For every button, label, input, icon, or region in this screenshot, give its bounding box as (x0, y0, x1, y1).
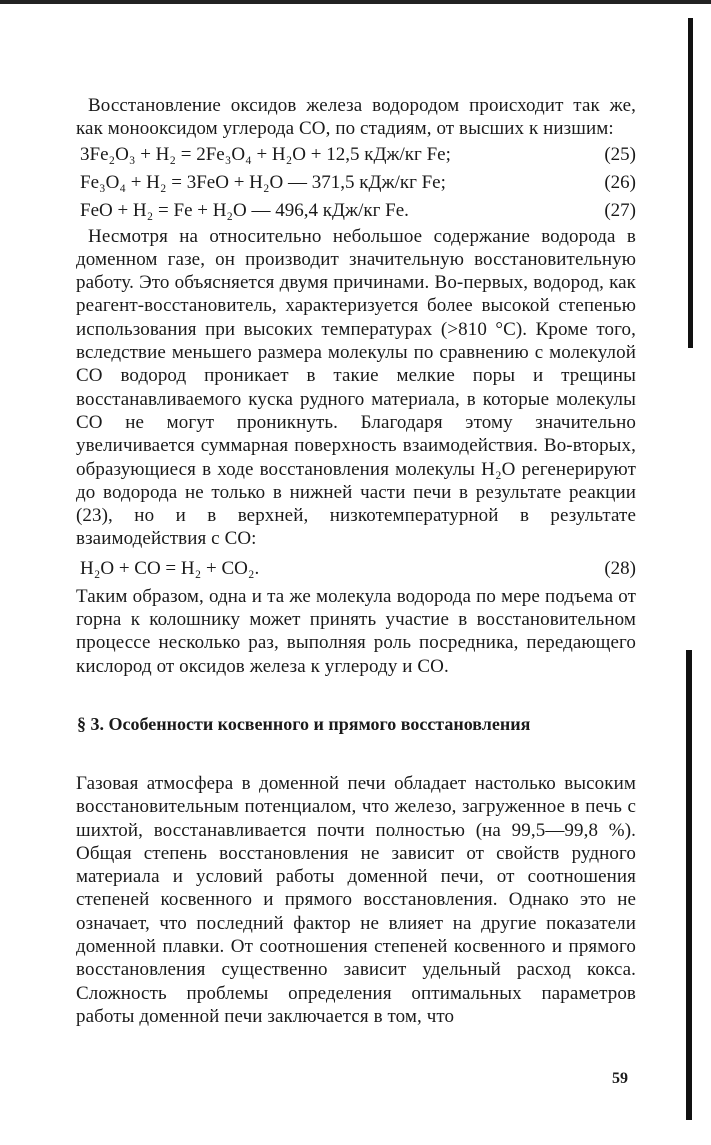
equation-expression: H₂O + CO = H₂ + CO₂. (80, 557, 260, 579)
paragraph-hydrogen-role: Несмотря на относительно небольшое содержание водорода в доменном газе, он производит значительную восстановительную работу. Это объясняется двумя причинами. Во-первых, водород, как реагент-восстановитель, характеризуется более высокой степенью использования при высоких температурах (>810 °C). Кроме того, вследствие меньшего размера молекулы по сравнению с молекулой CO водород проникает в такие мелкие поры и трещины восстанавливаемого куска рудного материала, в которые молекулы CO не могут проникнуть. Благодаря этому значительно увеличивается суммарная поверхность взаимодействия. Во-вторых, образующиеся в ходе восстановления молекулы H₂O регенерируют до водорода не только в нижней части печи в результате реакции (23), но и в верхней, низкотемпературной в результате взаимодействия с CO: (76, 225, 636, 550)
equation-expression: 3Fe₂O₃ + H₂ = 2Fe₃O₄ + H₂O + 12,5 кДж/кг Fe; (80, 143, 451, 165)
equation-28 (76, 555, 636, 583)
equation-25 (76, 141, 636, 169)
equation-26 (76, 169, 636, 197)
equation-number: (26) (604, 171, 636, 193)
section-heading: § 3. Особенности косвенного и прямого восстановления (77, 713, 531, 734)
equation-expression: Fe₃O₄ + H₂ = 3FeO + H₂O — 371,5 кДж/кг Fe; (80, 171, 446, 193)
paragraph-intro: Восстановление оксидов железа водородом происходит так же, как монооксидом углерода CO, по стадиям, от высших к низшим: (76, 95, 636, 140)
equation-number: (28) (604, 557, 636, 579)
scan-edge-mark-upper (688, 18, 693, 348)
equation-expression: FeO + H₂ = Fe + H₂O — 496,4 кДж/кг Fe. (80, 199, 409, 221)
scan-edge-mark-lower (686, 650, 692, 1120)
page-number: 59 (612, 1070, 628, 1087)
equation-number: (27) (604, 199, 636, 221)
equation-number: (25) (604, 143, 636, 165)
equation-27 (76, 197, 636, 225)
paragraph-conclusion: Таким образом, одна и та же молекула водорода по мере подъема от горна к колошнику может принять участие в восстановительном процессе несколько раз, выполняя роль посредника, передающего кислород от оксидов железа к углероду и CO. (76, 585, 636, 677)
page-body (76, 94, 636, 1028)
equation-list-25-27 (76, 141, 636, 225)
page-top-rule (0, 0, 711, 4)
paragraph-gas-atmosphere: Газовая атмосфера в доменной печи обладает настолько высоким восстановительным потенциалом, что железо, загруженное в печь с шихтой, восстанавливается почти полностью (на 99,5—99,8 %). Общая степень восстановления не зависит от свойств рудного материала и условий работы доменной печи, от соотношения степеней косвенного и прямого восстановления. Однако это не означает, что последний фактор не влияет на другие показатели доменной плавки. От соотношения степеней косвенного и прямого восстановления существенно зависит удельный расход кокса. Сложность проблемы определения оптимальных параметров работы доменной печи заключается в том, что (76, 772, 636, 1027)
